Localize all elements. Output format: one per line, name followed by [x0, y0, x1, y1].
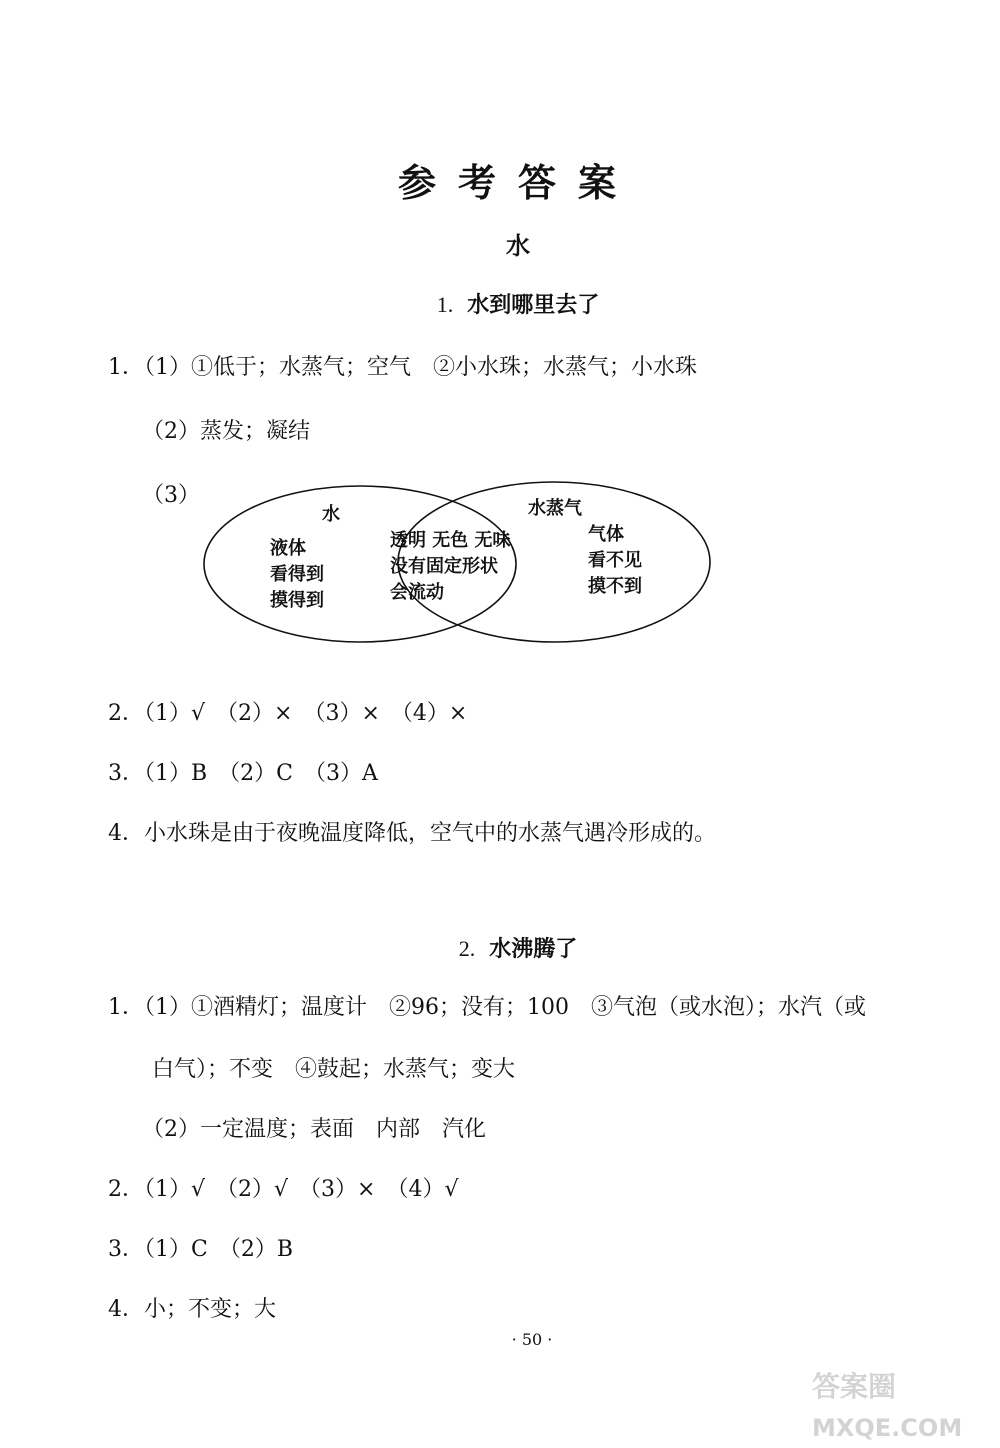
venn-left-label: 水 [322, 504, 340, 525]
venn-middle-item: 没有固定形状 [390, 556, 498, 577]
lesson-2-q3: 3．（1）C （2）B [108, 1237, 293, 1262]
lesson-2-q1-part2: （2）一定温度；表面 内部 汽化 [142, 1117, 486, 1142]
venn-left-item: 液体 [270, 538, 306, 559]
lesson-1-q1-part3: （3） [142, 483, 200, 508]
watermark-logo [808, 1364, 998, 1444]
venn-middle-item: 透明 无色 无味 [390, 530, 511, 551]
lesson-2-q2: 2．（1）√ （2）√ （3）× （4）√ [108, 1177, 459, 1202]
unit-title: 水 [506, 232, 530, 260]
watermark-en: MXQE.COM [812, 1414, 963, 1442]
venn-middle-item: 会流动 [390, 582, 444, 603]
page-title: 参考答案 [397, 161, 638, 205]
lesson-2-number: 2. [458, 936, 476, 961]
watermark-cn: 答案圈 [812, 1370, 897, 1403]
lesson-1-q1-line1: 1．（1）①低于；水蒸气；空气 ②小水珠；水蒸气；小水珠 [108, 355, 697, 380]
lesson-1-heading [0, 288, 1000, 319]
lesson-1-q2: 2．（1）√ （2）× （3）× （4）× [108, 701, 468, 726]
page-number: · 50 · [511, 1330, 553, 1349]
venn-left-item: 看得到 [270, 564, 324, 585]
lesson-1-q3: 3．（1）B （2）C （3）A [108, 761, 378, 786]
venn-right-item: 气体 [588, 524, 624, 545]
venn-right-label: 水蒸气 [528, 498, 582, 519]
lesson-1-name: 水到哪里去了 [467, 293, 600, 318]
venn-right-item: 看不见 [588, 550, 642, 571]
lesson-1-number: 1. [436, 292, 454, 317]
lesson-2-q4: 4．小；不变；大 [108, 1297, 276, 1322]
lesson-1-q4: 4．小水珠是由于夜晚温度降低，空气中的水蒸气遇冷形成的。 [108, 821, 716, 846]
lesson-2-q1-line1: 1．（1）①酒精灯；温度计 ②96；没有；100 ③气泡（或水泡）；水汽（或 [108, 995, 866, 1020]
venn-diagram-svg [200, 478, 720, 658]
watermark-svg [808, 1364, 998, 1444]
venn-right-item: 摸不到 [588, 576, 642, 597]
lesson-2-heading [0, 932, 1000, 963]
lesson-2-name: 水沸腾了 [489, 937, 578, 962]
lesson-2-q1-line2: 白气）；不变 ④鼓起；水蒸气；变大 [152, 1057, 516, 1082]
lesson-1-q1-part2: （2）蒸发；凝结 [142, 419, 310, 444]
venn-diagram [200, 478, 720, 662]
venn-left-item: 摸得到 [270, 590, 324, 611]
